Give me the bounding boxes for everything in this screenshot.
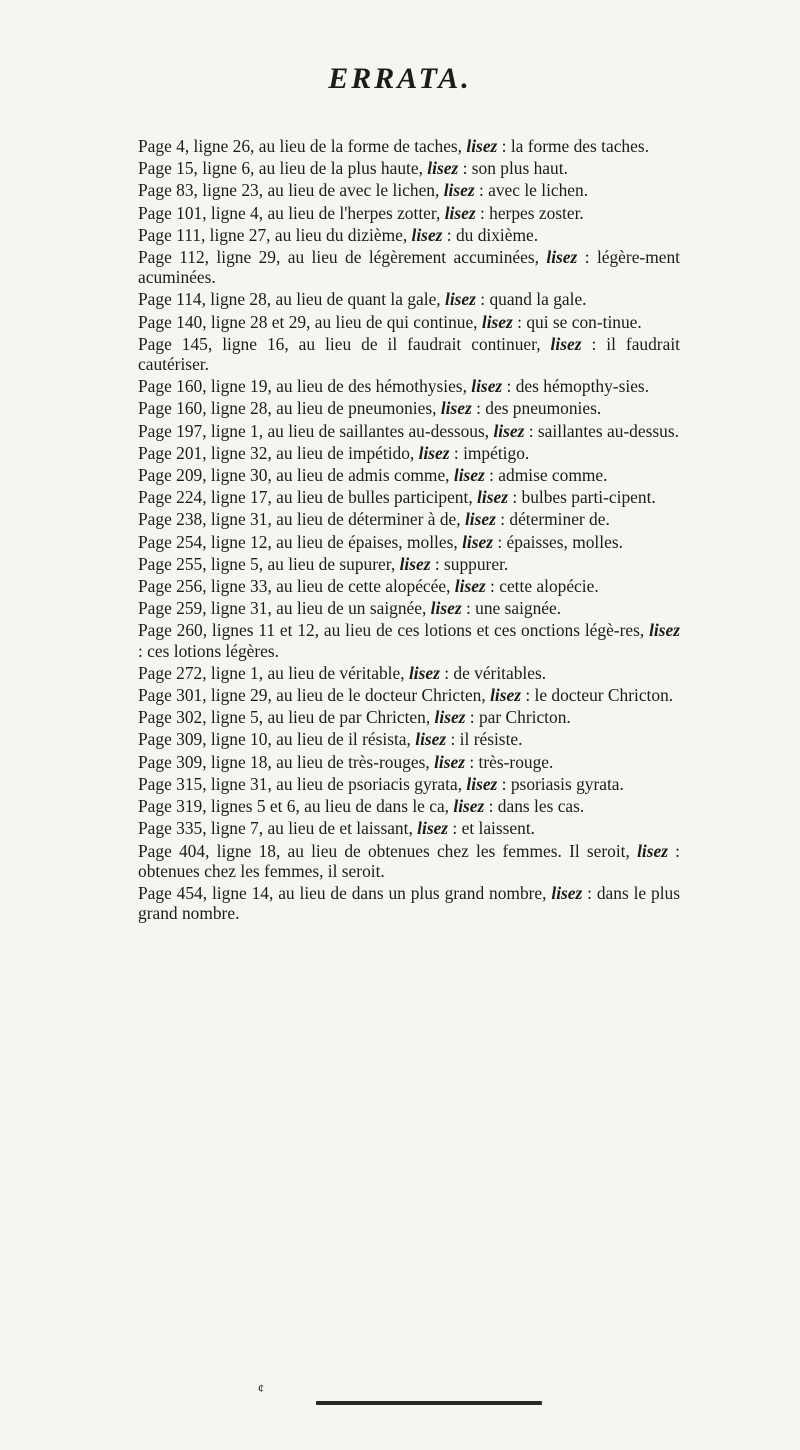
entry-original: Page 259, ligne 31, au lieu de un saignée,	[138, 598, 431, 619]
errata-entry	[138, 841, 680, 881]
entry-correction: : obtenues chez les femmes, il seroit.	[138, 840, 681, 881]
lisez-keyword: lisez	[462, 531, 493, 552]
entry-correction: : légère-ment acuminées.	[138, 247, 680, 288]
entry-correction: : très-rouge.	[464, 751, 554, 772]
errata-entry	[138, 158, 680, 178]
entry-correction: : suppurer.	[430, 553, 509, 574]
errata-entry	[138, 598, 680, 618]
entry-correction: : épaisses, molles.	[493, 531, 623, 552]
lisez-keyword: lisez	[443, 180, 475, 201]
entry-original: Page 4, ligne 26, au lieu de la forme de taches,	[138, 136, 467, 156]
errata-entry	[138, 376, 680, 396]
lisez-keyword: lisez	[550, 333, 582, 354]
entry-original: Page 197, ligne 1, au lieu de saillantes au-dessous,	[138, 420, 494, 441]
lisez-keyword: lisez	[444, 202, 476, 223]
errata-entry	[138, 180, 680, 200]
page-title: ERRATA.	[328, 62, 472, 95]
errata-entry	[138, 620, 680, 660]
errata-entry	[138, 225, 680, 245]
lisez-keyword: lisez	[477, 487, 508, 508]
entry-original: Page 309, ligne 18, au lieu de très-rouges,	[138, 751, 435, 772]
entry-correction: : il résiste.	[446, 729, 523, 750]
errata-entry	[138, 774, 680, 794]
lisez-keyword: lisez	[546, 247, 578, 268]
errata-entry	[138, 443, 680, 463]
entry-correction: : psoriasis gyrata.	[497, 773, 624, 794]
lisez-keyword: lisez	[649, 620, 680, 641]
entry-original: Page 254, ligne 12, au lieu de épaises, molles,	[138, 531, 463, 552]
lisez-keyword: lisez	[408, 662, 440, 683]
lisez-keyword: lisez	[399, 553, 431, 574]
printer-mark: ¢	[258, 1381, 264, 1395]
lisez-keyword: lisez	[445, 289, 476, 310]
entry-correction: : dans les cas.	[484, 796, 585, 817]
errata-entry	[138, 136, 680, 156]
entry-correction: : admise comme.	[484, 465, 608, 486]
errata-entry	[138, 247, 680, 287]
lisez-keyword: lisez	[551, 882, 583, 903]
lisez-keyword: lisez	[453, 465, 485, 486]
entry-original: Page 83, ligne 23, au lieu de avec le lichen,	[138, 180, 444, 201]
entry-correction: : déterminer de.	[495, 509, 610, 530]
entry-original: Page 15, ligne 6, au lieu de la plus haute,	[138, 158, 428, 179]
errata-entry	[138, 752, 680, 772]
errata-entry	[138, 203, 680, 223]
entry-original: Page 319, lignes 5 et 6, au lieu de dans le ca,	[138, 796, 454, 817]
lisez-keyword: lisez	[427, 158, 459, 179]
errata-entry	[138, 796, 680, 816]
entry-correction: : qui se con-tinue.	[512, 311, 642, 332]
errata-entry	[138, 487, 680, 507]
lisez-keyword: lisez	[430, 598, 462, 619]
entry-correction: : herpes zoster.	[475, 202, 584, 223]
lisez-keyword: lisez	[464, 509, 496, 530]
entry-original: Page 260, lignes 11 et 12, au lieu de ces lotions et ces onctions légè-res,	[138, 620, 650, 641]
entry-original: Page 301, ligne 29, au lieu de le docteur Chricten,	[138, 685, 491, 706]
entry-original: Page 112, ligne 29, au lieu de légèrement accuminées,	[138, 247, 547, 268]
errata-entry	[138, 465, 680, 485]
errata-entry	[138, 421, 680, 441]
errata-entry	[138, 532, 680, 552]
entry-original: Page 404, ligne 18, au lieu de obtenues chez les femmes. Il seroit,	[138, 840, 638, 861]
entry-correction: : par Chricton.	[465, 707, 571, 728]
entry-original: Page 255, ligne 5, au lieu de supurer,	[138, 553, 400, 574]
lisez-keyword: lisez	[434, 751, 465, 772]
entry-correction: : le docteur Chricton.	[520, 685, 674, 706]
errata-entry	[138, 334, 680, 374]
entry-correction: : bulbes parti-cipent.	[507, 487, 656, 508]
entry-original: Page 256, ligne 33, au lieu de cette alopécée,	[138, 576, 455, 597]
lisez-keyword: lisez	[490, 685, 521, 706]
errata-entry	[138, 576, 680, 596]
entry-original: Page 114, ligne 28, au lieu de quant la gale,	[138, 289, 445, 310]
entry-correction: : avec le lichen.	[474, 180, 589, 201]
errata-entry	[138, 398, 680, 418]
lisez-keyword: lisez	[481, 311, 513, 332]
entry-correction: : quand la gale.	[475, 289, 587, 310]
lisez-keyword: lisez	[434, 707, 466, 728]
errata-entry	[138, 509, 680, 529]
lisez-keyword: lisez	[440, 398, 472, 419]
lisez-keyword: lisez	[493, 420, 525, 441]
lisez-keyword: lisez	[466, 136, 498, 156]
entry-correction: : la forme des taches.	[497, 136, 649, 156]
entry-original: Page 315, ligne 31, au lieu de psoriacis gyrata,	[138, 773, 467, 794]
lisez-keyword: lisez	[411, 224, 443, 245]
lisez-keyword: lisez	[418, 442, 450, 463]
footer-rule	[316, 1401, 542, 1405]
entry-original: Page 238, ligne 31, au lieu de déterminer à de,	[138, 509, 465, 530]
errata-entry	[138, 883, 680, 923]
lisez-keyword: lisez	[454, 576, 486, 597]
entry-original: Page 160, ligne 19, au lieu de des hémothysies,	[138, 376, 472, 397]
entry-correction: : des pneumonies.	[471, 398, 602, 419]
lisez-keyword: lisez	[417, 818, 449, 839]
errata-entry	[138, 554, 680, 574]
lisez-keyword: lisez	[471, 376, 503, 397]
entry-correction: : dans le plus grand nombre.	[138, 882, 681, 924]
entry-original: Page 160, ligne 28, au lieu de pneumonies,	[138, 398, 441, 419]
entry-original: Page 335, ligne 7, au lieu de et laissant,	[138, 818, 418, 839]
entry-original: Page 201, ligne 32, au lieu de impétido,	[138, 442, 419, 463]
entry-correction: : il faudrait cautériser.	[138, 333, 680, 375]
entry-correction: : ces lotions légères.	[138, 640, 280, 661]
errata-entry	[138, 289, 680, 309]
lisez-keyword: lisez	[637, 840, 668, 861]
entry-original: Page 140, ligne 28 et 29, au lieu de qui continue,	[138, 311, 482, 332]
entry-correction: : une saignée.	[461, 598, 562, 619]
lisez-keyword: lisez	[466, 773, 498, 794]
entry-original: Page 454, ligne 14, au lieu de dans un plus grand nombre,	[138, 882, 552, 903]
entry-correction: : des hémopthy-sies.	[502, 376, 650, 397]
entry-original: Page 111, ligne 27, au lieu du dizième,	[138, 224, 412, 245]
errata-entry	[138, 707, 680, 727]
entry-correction: : et laissent.	[448, 818, 536, 839]
entry-correction: : cette alopécie.	[485, 576, 599, 597]
entry-correction: : son plus haut.	[458, 158, 568, 179]
entry-original: Page 145, ligne 16, au lieu de il faudrait continuer,	[138, 333, 551, 354]
errata-entry	[138, 312, 680, 332]
errata-entry	[138, 729, 680, 749]
errata-list	[138, 136, 680, 925]
entry-correction: : du dixième.	[442, 224, 539, 245]
errata-entry	[138, 818, 680, 838]
entry-correction: : de véritables.	[439, 662, 547, 683]
entry-original: Page 224, ligne 17, au lieu de bulles participent,	[138, 487, 478, 508]
entry-original: Page 272, ligne 1, au lieu de véritable,	[138, 662, 409, 683]
errata-entry	[138, 685, 680, 705]
lisez-keyword: lisez	[453, 796, 485, 817]
entry-correction: : impétigo.	[449, 442, 530, 463]
entry-original: Page 209, ligne 30, au lieu de admis comme,	[138, 465, 454, 486]
errata-entry	[138, 663, 680, 683]
entry-original: Page 309, ligne 10, au lieu de il résista,	[138, 729, 416, 750]
entry-correction: : saillantes au-dessus.	[524, 420, 679, 441]
lisez-keyword: lisez	[415, 729, 447, 750]
entry-original: Page 101, ligne 4, au lieu de l'herpes zotter,	[138, 202, 445, 223]
entry-original: Page 302, ligne 5, au lieu de par Chricten,	[138, 707, 435, 728]
